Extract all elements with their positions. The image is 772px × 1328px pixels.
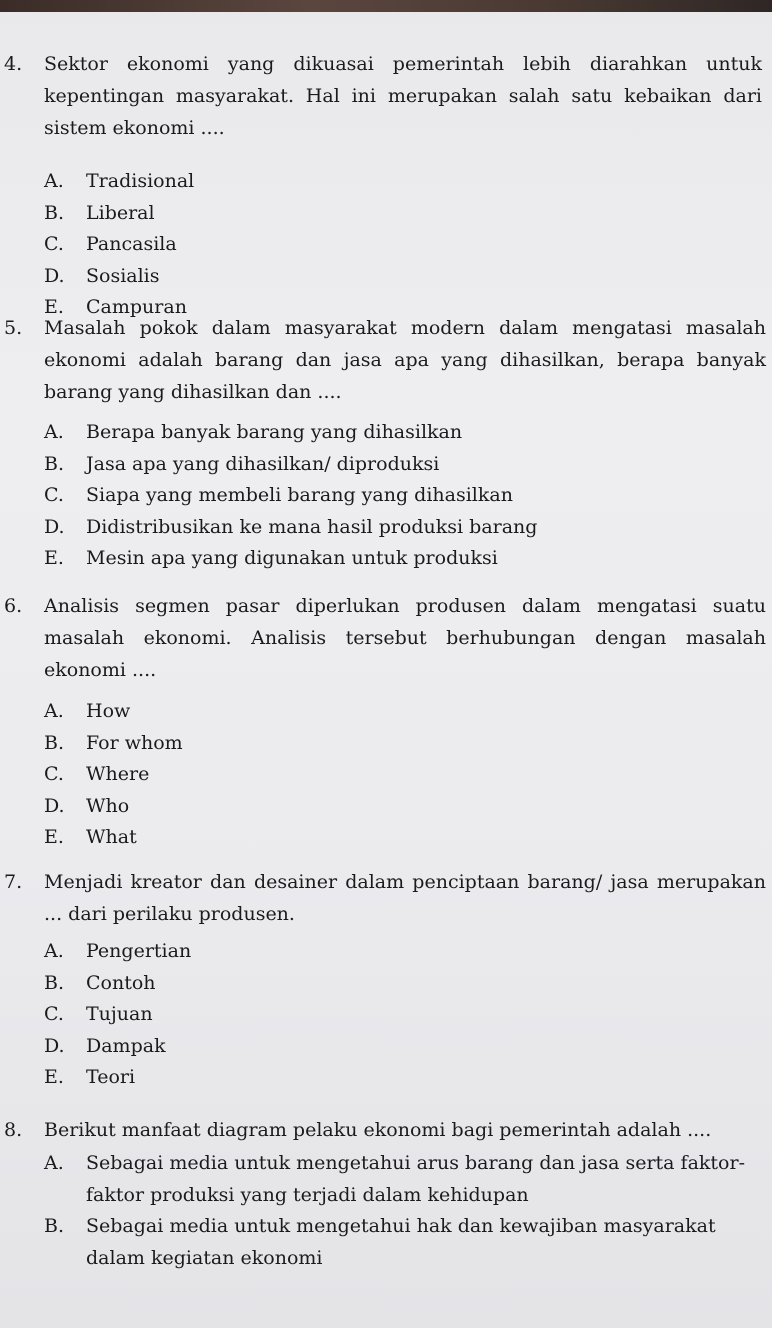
option-letter: C. (44, 1003, 64, 1025)
option-letter: D. (44, 1034, 65, 1057)
option-a[interactable] (44, 166, 766, 198)
option-letter: B. (44, 731, 65, 754)
option-letter: E. (44, 296, 64, 318)
question-number: 4. (4, 53, 23, 75)
option-e[interactable] (44, 1062, 766, 1094)
option-text: Contoh (86, 971, 156, 994)
option-c[interactable] (44, 999, 766, 1031)
option-a[interactable] (44, 417, 766, 449)
option-text: Sebagai media untuk mengetahui arus barang dan jasa serta faktor-faktor produksi yang terjadi dalam kehidupan (86, 1152, 745, 1206)
option-b[interactable] (44, 968, 766, 1000)
option-text: Didistribusikan ke mana hasil produksi barang (86, 515, 538, 538)
option-d[interactable] (44, 261, 766, 293)
option-a[interactable] (44, 1148, 766, 1211)
option-c[interactable] (44, 229, 766, 261)
option-b[interactable] (44, 449, 766, 481)
answer-options (44, 1148, 766, 1274)
option-c[interactable] (44, 759, 766, 791)
option-d[interactable] (44, 512, 766, 544)
answer-options (44, 166, 766, 324)
option-text: What (86, 826, 137, 848)
option-text: How (86, 700, 131, 722)
option-text: For whom (86, 731, 183, 754)
question-stem: Menjadi kreator dan desainer dalam penciptaan barang/ jasa merupakan ... dari perilaku produsen. (44, 871, 766, 925)
option-letter: E. (44, 547, 64, 569)
option-c[interactable] (44, 480, 766, 512)
option-text: Sebagai media untuk mengetahui hak dan kewajiban masyarakat dalam kegiatan ekonomi (86, 1215, 716, 1269)
option-text: Where (86, 763, 150, 785)
option-text: Teori (86, 1066, 136, 1088)
question-stem: Masalah pokok dalam masyarakat modern dalam mengatasi masalah ekonomi adalah barang dan jasa apa yang dihasilkan, berapa banyak barang yang dihasilkan dan .... (44, 317, 766, 403)
option-text: Jasa apa yang dihasilkan/ diproduksi (86, 452, 440, 475)
question-number: 7. (4, 871, 23, 893)
question-number: 5. (4, 317, 23, 339)
question-number: 8. (4, 1119, 23, 1141)
option-a[interactable] (44, 696, 766, 728)
option-letter: B. (44, 1215, 65, 1237)
option-d[interactable] (44, 1031, 766, 1063)
option-letter: C. (44, 233, 64, 255)
option-letter: C. (44, 484, 64, 506)
option-text: Berapa banyak barang yang dihasilkan (86, 421, 463, 443)
option-text: Pengertian (86, 940, 192, 962)
option-letter: D. (44, 264, 65, 287)
option-text: Who (86, 794, 130, 817)
option-text: Dampak (86, 1034, 166, 1057)
option-letter: A. (44, 170, 64, 192)
option-text: Siapa yang membeli barang yang dihasilkan (86, 484, 513, 506)
option-letter: C. (44, 763, 64, 785)
option-letter: B. (44, 971, 65, 994)
option-e[interactable] (44, 822, 766, 854)
option-letter: D. (44, 794, 65, 817)
question-stem: Sektor ekonomi yang dikuasai pemerintah lebih diarahkan untuk kepentingan masyarakat. Hal ini merupakan salah satu kebaikan dari sistem ekonomi .... (44, 53, 762, 139)
answer-options (44, 417, 766, 575)
option-a[interactable] (44, 936, 766, 968)
question-number: 6. (4, 595, 23, 617)
option-letter: D. (44, 515, 65, 538)
option-text: Tujuan (86, 1003, 153, 1025)
option-letter: E. (44, 1066, 64, 1088)
question-stem: Berikut manfaat diagram pelaku ekonomi bagi pemerintah adalah .... (44, 1119, 712, 1141)
option-letter: A. (44, 700, 64, 722)
option-b[interactable] (44, 198, 766, 230)
answer-options (44, 696, 766, 854)
option-letter: A. (44, 1152, 64, 1174)
option-text: Campuran (86, 296, 187, 318)
option-letter: A. (44, 940, 64, 962)
option-text: Tradisional (86, 170, 195, 192)
option-letter: B. (44, 201, 65, 224)
option-text: Liberal (86, 201, 155, 224)
option-letter: A. (44, 421, 64, 443)
option-letter: B. (44, 452, 65, 475)
question-stem: Analisis segmen pasar diperlukan produsen dalam mengatasi suatu masalah ekonomi. Analisis tersebut berhubungan dengan masalah ekonomi .... (44, 595, 766, 681)
option-text: Pancasila (86, 233, 177, 255)
option-text: Mesin apa yang digunakan untuk produksi (86, 547, 498, 569)
option-b[interactable] (44, 728, 766, 760)
option-text: Sosialis (86, 264, 160, 287)
option-e[interactable] (44, 543, 766, 575)
answer-options (44, 936, 766, 1094)
option-letter: E. (44, 826, 64, 848)
page-top-edge (0, 0, 772, 12)
worksheet-page (0, 12, 772, 1328)
option-b[interactable] (44, 1211, 766, 1274)
option-d[interactable] (44, 791, 766, 823)
